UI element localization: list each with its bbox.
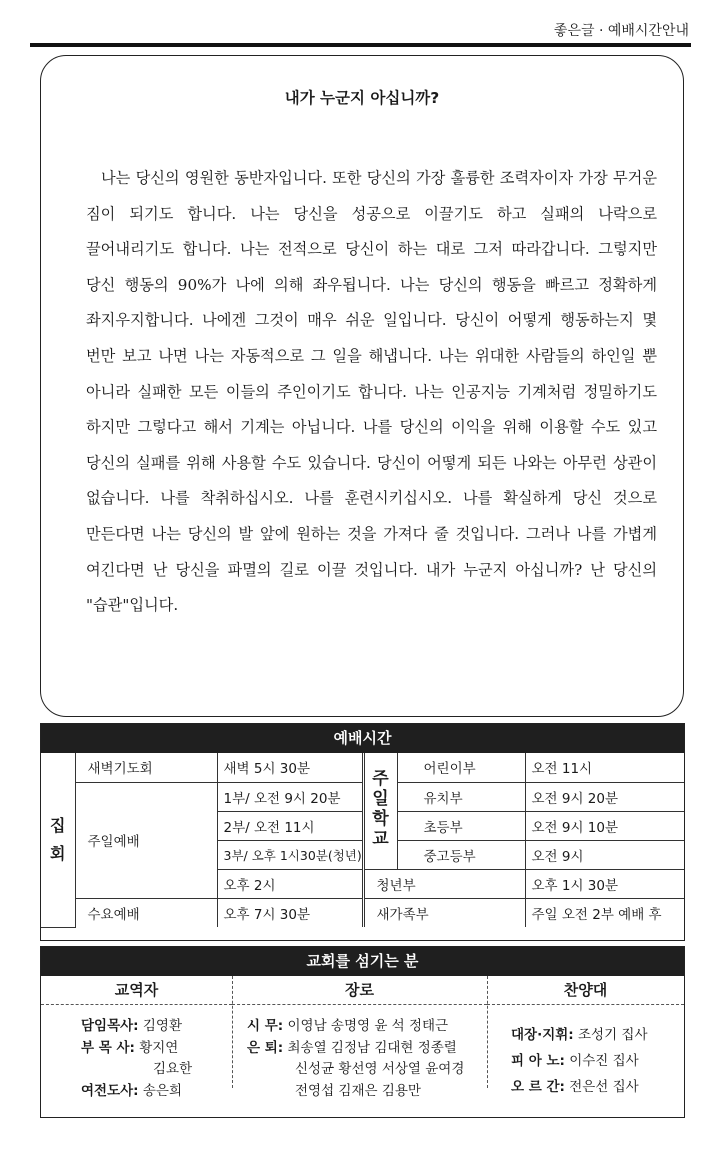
dawn-name: 새벽기도회 (75, 753, 217, 782)
schedule-table (41, 753, 684, 928)
essay-body: 나는 당신의 영원한 동반자입니다. 또한 당신의 가장 훌륭한 조력자이자 가장 무거운 짐이 되기도 합니다. 나는 당신을 성공으로 이끌기도 하고 실패의 나락으로 끌어내리기도 합니다. 나는 전적으로 당신이 하는 대로 그저 따라갑니다. 그렇지만 당신 행동의 90%가 나에 의해 좌우됩니다. 나는 당신의 행동을 빠르고 정확하게 좌지우지합니다. 나에겐 그것이 매우 쉬운 일입니다. 당신이 어떻게 행동하는지 몇 번만 보고 나면 나는 자동적으로 그 일을 해냅니다. 나는 위대한 사람들의 하인일 뿐 아니라 실패한 모든 이들의 주인이기도 합니다. 나는 인공지능 기계처럼 정밀하기도 하지만 그렇다고 해서 기계는 아닙니다. 나를 당신의 이익을 위해 이용할 수도 있고 당신의 실패를 위해 사용할 수도 있습니다. 당신이 어떻게 되든 나와는 아무런 상관이 없습니다. 나를 착취하십시오. 나를 훈련시키십시오. 나를 확실하게 당신 것으로 만든다면 나는 당신의 발 앞에 원하는 것을 가져다 줄 것입니다. 그러나 나를 가볍게 여긴다면 난 당신을 파멸의 길로 이끌 것입니다. 내가 누군지 아십니까? 난 당신의 "습관"입니다. (86, 169, 657, 615)
list-item (511, 1022, 648, 1048)
list-item (511, 1074, 648, 1100)
column-divider (487, 976, 488, 1088)
pastor-role: 부 목 사: (81, 1039, 135, 1056)
list-item (247, 1038, 464, 1060)
pastor-name: 황지연 (139, 1039, 179, 1056)
list-item (81, 1016, 192, 1038)
sunday-time: 1부/ 오전 9시 20분 (217, 782, 363, 811)
list-item (81, 1081, 192, 1103)
choir-name: 조성기 집사 (578, 1027, 648, 1043)
school-time: 오전 9시 10분 (525, 811, 684, 840)
table-row (41, 782, 684, 811)
pastor-role: 여전도사: (81, 1082, 139, 1099)
list-item (247, 1059, 464, 1081)
elder-list (247, 1016, 464, 1102)
essay-box (40, 55, 684, 717)
list-item (511, 1048, 648, 1074)
wednesday-name: 수요예배 (75, 898, 217, 927)
sunday-name: 주일예배 (75, 782, 217, 898)
elder-status: 시 무: (247, 1018, 284, 1034)
pastor-role: 담임목사: (81, 1018, 139, 1034)
servants-title: 교회를 섬기는 분 (41, 947, 684, 976)
page-header: 좋은글 · 예배시간안내 (553, 23, 689, 39)
col-elders-title: 장로 (232, 976, 487, 1005)
pastor-name: 송은희 (142, 1082, 182, 1099)
school-label-text: 주일학교 (372, 768, 389, 849)
school-name: 어린이부 (397, 753, 525, 782)
school-time: 오전 9시 20분 (525, 782, 684, 811)
worship-schedule (40, 723, 685, 941)
group-label-text: 집회 (50, 815, 66, 863)
choir-name: 전은선 집사 (569, 1079, 639, 1095)
church-servants (40, 946, 685, 1118)
essay-title: 내가 누군지 아십니까? (284, 89, 440, 107)
family-time: 주일 오전 2부 예배 후 (525, 898, 684, 927)
header-rule (30, 43, 691, 47)
youth-time: 오후 1시 30분 (525, 869, 684, 898)
choir-name: 이수진 집사 (569, 1053, 639, 1069)
elder-status: 은 퇴: (247, 1039, 284, 1056)
school-time: 오전 11시 (525, 753, 684, 782)
list-item (247, 1081, 464, 1103)
wednesday-time: 오후 7시 30분 (217, 898, 363, 927)
elder-names: 전영섭 김재은 김용만 (295, 1082, 421, 1099)
sunday-time: 3부/ 오후 1시30분(청년) (217, 840, 363, 869)
pastor-name: 김요한 (153, 1061, 193, 1077)
col-choir-title: 찬양대 (487, 976, 684, 1005)
col-pastors-title: 교역자 (41, 976, 232, 1005)
list-item (81, 1038, 192, 1060)
list-item (81, 1059, 192, 1081)
table-row (41, 898, 684, 927)
elder-names: 최송열 김정남 김대현 정종렬 (287, 1039, 457, 1056)
list-item (247, 1016, 464, 1038)
family-name: 새가족부 (363, 898, 525, 927)
choir-list (511, 1022, 648, 1100)
choir-role: 대장·지휘: (511, 1027, 574, 1043)
column-divider (232, 976, 233, 1088)
pastor-list (81, 1016, 192, 1102)
elder-names: 이영남 송명영 윤 석 정태근 (287, 1018, 449, 1034)
table-row (41, 753, 684, 782)
servants-columns (41, 976, 684, 1099)
dawn-time: 새벽 5시 30분 (217, 753, 363, 782)
school-name: 초등부 (397, 811, 525, 840)
choir-role: 피 아 노: (511, 1053, 565, 1069)
school-name: 중고등부 (397, 840, 525, 869)
sunday-time: 오후 2시 (217, 869, 363, 898)
school-label (363, 753, 397, 869)
pastor-name: 김영환 (142, 1018, 182, 1034)
sunday-time: 2부/ 오전 11시 (217, 811, 363, 840)
schedule-title: 예배시간 (41, 724, 684, 753)
youth-name: 청년부 (363, 869, 525, 898)
choir-role: 오 르 간: (511, 1079, 565, 1095)
school-name: 유치부 (397, 782, 525, 811)
group-label (41, 753, 75, 927)
school-time: 오전 9시 (525, 840, 684, 869)
elder-names: 신성균 황선영 서상열 윤여경 (295, 1061, 465, 1077)
